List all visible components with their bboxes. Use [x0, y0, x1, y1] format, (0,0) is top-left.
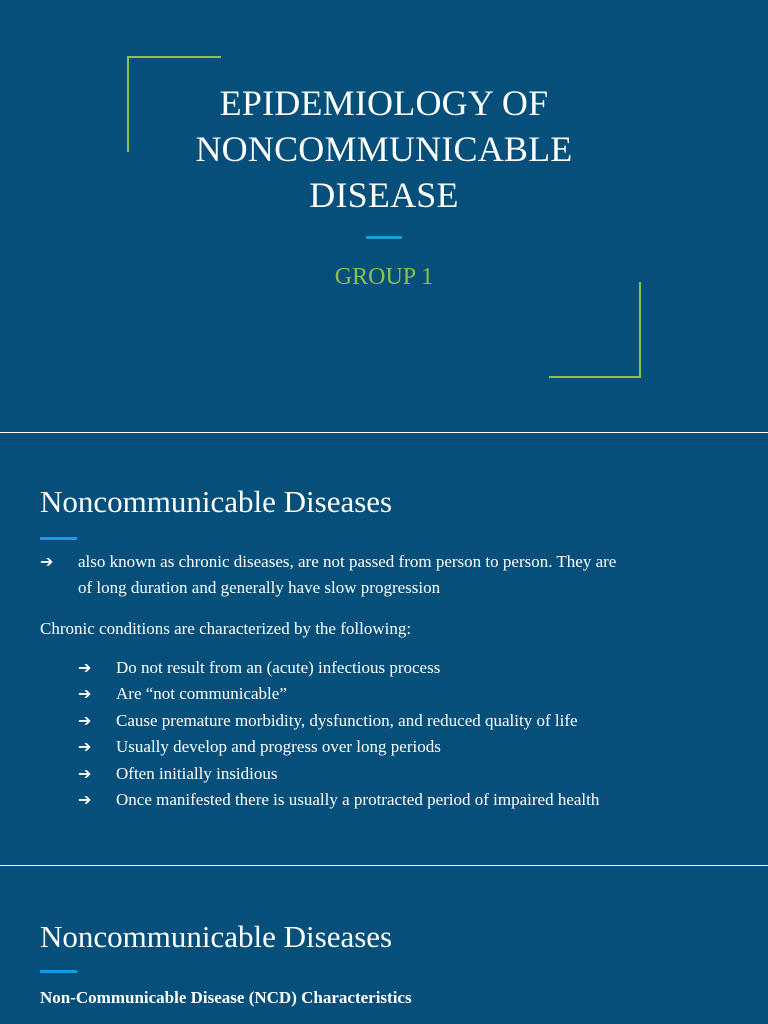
heading-accent-line: [40, 537, 77, 540]
arrow-right-icon: ➔: [78, 658, 92, 677]
intro-bullet-text: [78, 549, 616, 601]
title-slide[interactable]: [0, 0, 768, 432]
list-item-text: Are “not communicable”: [116, 684, 287, 704]
arrow-right-icon: ➔: [78, 763, 92, 783]
arrow-right-icon: ➔: [78, 684, 92, 704]
list-item: [78, 787, 599, 813]
list-item-text: Do not result from an (acute) infectious process: [116, 658, 441, 677]
list-item: [78, 655, 599, 681]
intro-bullet-line: also known as chronic diseases, are not passed from person to person. They are: [78, 552, 617, 571]
list-item: [78, 708, 599, 734]
list-item-text: Cause premature morbidity, dysfunction, and reduced quality of life: [116, 710, 578, 730]
presentation-subtitle: GROUP 1: [334, 264, 434, 290]
list-item-text: Usually develop and progress over long periods: [116, 737, 441, 757]
arrow-right-icon: ➔: [78, 790, 92, 810]
slide-heading: Noncommunicable Diseases: [40, 484, 393, 519]
arrow-right-icon: ➔: [78, 737, 92, 757]
title-line: DISEASE: [309, 175, 459, 215]
heading-accent-line: [40, 970, 77, 973]
slide-heading: Noncommunicable Diseases: [40, 919, 393, 954]
arrow-right-icon: ➔: [78, 710, 92, 730]
characteristics-list: [78, 655, 599, 813]
decorative-frame-bottom-right: [549, 282, 641, 378]
ncd-characteristics-slide[interactable]: [0, 866, 768, 1024]
title-line: EPIDEMIOLOGY OF: [219, 83, 549, 123]
list-item-text: Often initially insidious: [116, 763, 278, 783]
arrow-right-icon: ➔: [40, 552, 54, 571]
list-item: [78, 734, 599, 760]
title-accent-line: [366, 236, 402, 239]
list-item-text: Once manifested there is usually a protracted period of impaired health: [116, 790, 600, 810]
intro-bullet-line: of long duration and generally have slow progression: [78, 578, 441, 597]
list-item: [78, 761, 599, 787]
presentation-title: [84, 80, 684, 218]
title-line: NONCOMMUNICABLE: [195, 129, 573, 169]
noncommunicable-diseases-slide[interactable]: [0, 433, 768, 865]
intro-bullet: [40, 549, 700, 601]
list-item: [78, 681, 599, 707]
characteristics-lead: Chronic conditions are characterized by the following:: [40, 619, 412, 638]
ncd-characteristics-subheading: Non-Communicable Disease (NCD) Characteristics: [40, 988, 412, 1007]
